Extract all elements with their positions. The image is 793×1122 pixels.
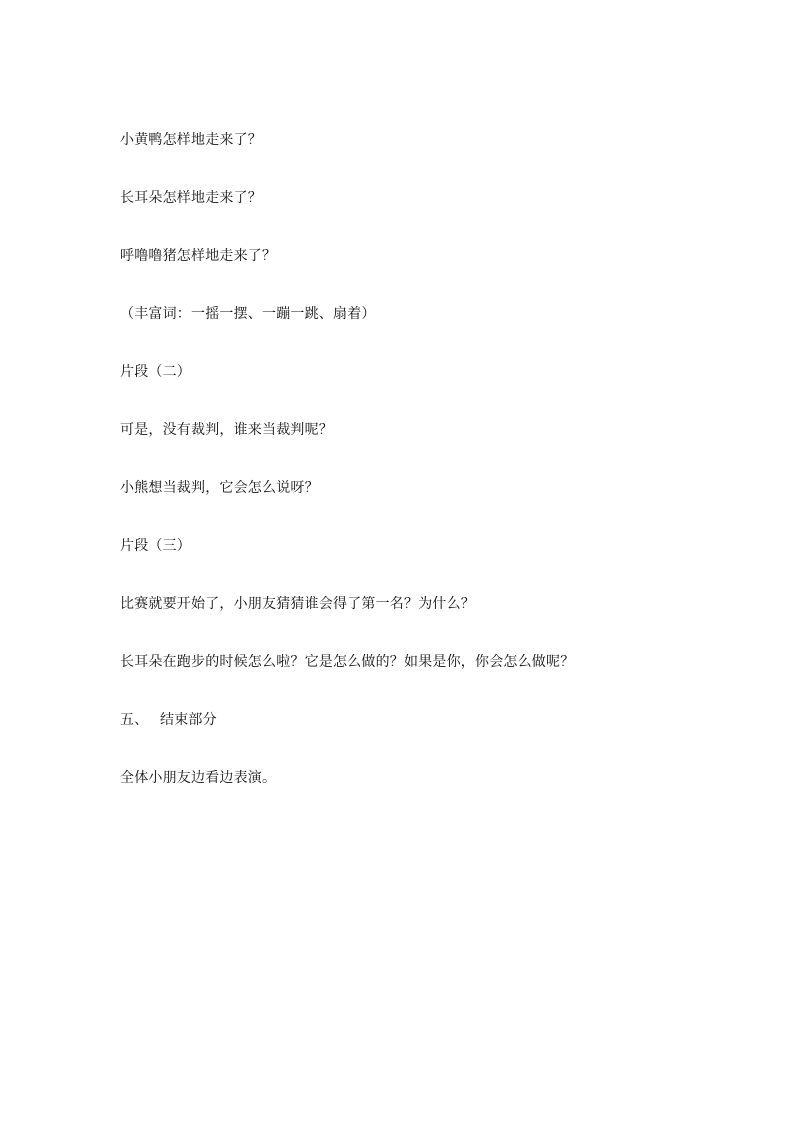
section-five-number: 五、	[120, 712, 149, 728]
section-five-title: 结束部分	[160, 712, 217, 728]
closing-activity: 全体小朋友边看边表演。	[120, 770, 277, 786]
question-long-ears: 长耳朵怎样地走来了？	[120, 190, 262, 206]
question-referee: 可是，没有裁判，谁来当裁判呢？	[120, 422, 333, 438]
question-pig: 呼噜噜猪怎样地走来了？	[120, 248, 277, 264]
question-long-ears-running: 长耳朵在跑步的时候怎么啦？它是怎么做的？如果是你，你会怎么做呢？	[120, 654, 575, 670]
vocabulary-note: （丰富词：一摇一摆、一蹦一跳、扇着）	[120, 306, 376, 322]
segment-two-heading: 片段（二）	[120, 364, 191, 380]
question-first-place: 比赛就要开始了，小朋友猜猜谁会得了第一名？为什么？	[120, 596, 475, 612]
question-yellow-duck: 小黄鸭怎样地走来了？	[120, 132, 262, 148]
question-bear-referee: 小熊想当裁判，它会怎么说呀？	[120, 480, 319, 496]
segment-three-heading: 片段（三）	[120, 538, 191, 554]
section-five-heading	[120, 711, 217, 729]
